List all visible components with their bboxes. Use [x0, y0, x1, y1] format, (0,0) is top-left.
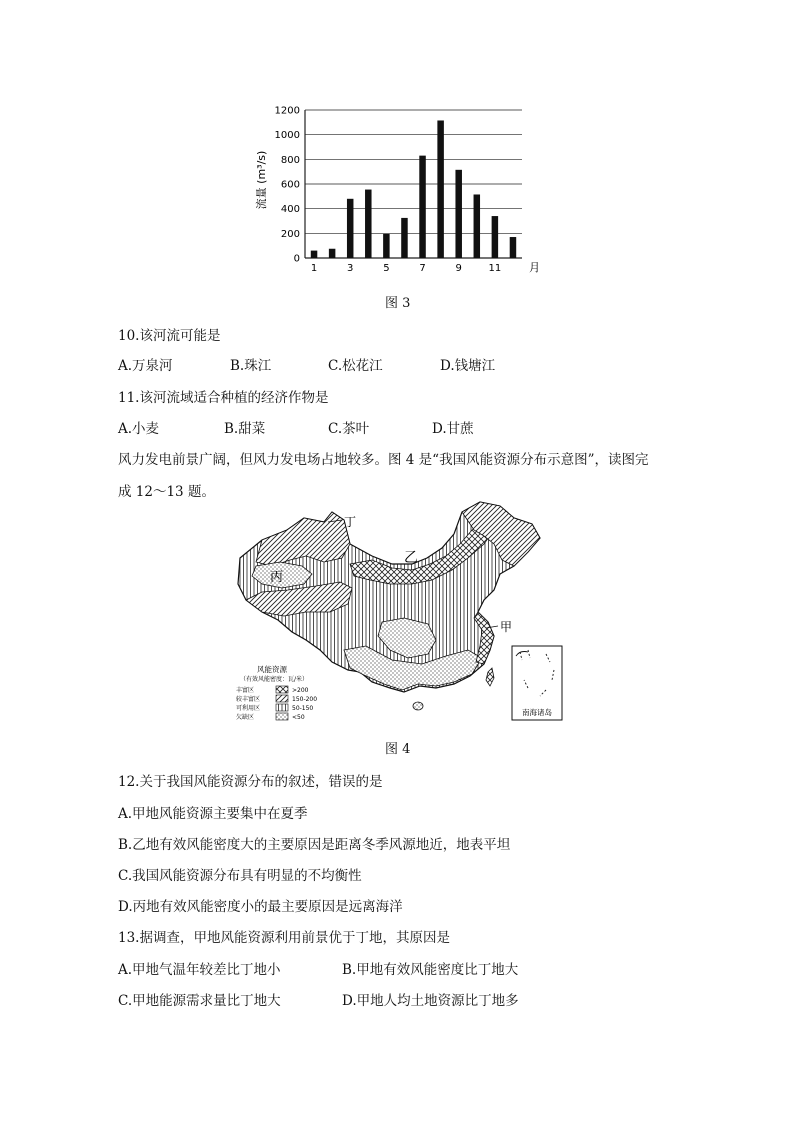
chart-bars — [311, 120, 516, 258]
legend-row-2-name: 较丰富区 — [236, 696, 261, 703]
q12-stem: 12.关于我国风能资源分布的叙述，错误的是 — [118, 774, 383, 790]
chart-x-unit: 月 — [529, 261, 540, 274]
chart-grid — [305, 110, 522, 258]
q11-stem: 11.该河流域适合种植的经济作物是 — [118, 390, 329, 406]
q10-stem: 10.该河流可能是 — [118, 328, 221, 344]
label-bing: 丙 — [270, 570, 284, 585]
chart-x-ticks — [311, 263, 501, 274]
q13-option-a: A.甲地气温年较差比丁地小 — [118, 962, 281, 978]
bar-month-6 — [401, 218, 408, 258]
q12-option-a: A.甲地风能资源主要集中在夏季 — [118, 806, 308, 822]
wind-energy-map-svg — [232, 500, 564, 725]
legend-row-4-swatch — [276, 713, 288, 720]
q13-option-d: D.甲地人均土地资源比丁地多 — [342, 993, 519, 1009]
q13-option-b: B.甲地有效风能密度比丁地大 — [342, 962, 519, 978]
map-legend — [236, 664, 317, 721]
y-tick-label-200: 200 — [280, 228, 300, 240]
bar-month-10 — [474, 194, 481, 258]
chart-y-ticks — [275, 106, 300, 265]
q11-option-a: A.小麦 — [118, 421, 160, 437]
y-tick-label-1000: 1000 — [274, 130, 300, 142]
legend-row-1-swatch — [276, 686, 288, 693]
bar-month-9 — [455, 170, 462, 258]
bar-month-1 — [311, 251, 318, 258]
island-hainan — [413, 702, 423, 710]
island-taiwan — [486, 668, 494, 686]
q12-option-d: D.丙地有效风能密度小的最主要原因是远离海洋 — [118, 899, 403, 915]
q13-stem: 13.据调查，甲地风能资源利用前景优于丁地，其原因是 — [118, 930, 450, 946]
y-tick-label-800: 800 — [280, 154, 300, 166]
inset-label: 南海诸岛 — [522, 708, 552, 717]
figure-3-caption: 图 3 — [385, 296, 411, 311]
discharge-chart-svg — [250, 100, 550, 285]
x-tick-label-7: 7 — [419, 263, 426, 274]
bar-month-5 — [383, 234, 390, 258]
wind-energy-map — [232, 500, 564, 725]
legend-row-3-value: 50-150 — [292, 705, 314, 712]
legend-row-3-name: 可利用区 — [236, 705, 261, 712]
legend-row-4-value: <50 — [292, 714, 305, 721]
x-tick-label-9: 9 — [455, 263, 462, 274]
y-tick-label-600: 600 — [280, 179, 300, 191]
q10-option-b: B.珠江 — [230, 358, 272, 374]
q12-option-c: C.我国风能资源分布具有明显的不均衡性 — [118, 868, 362, 884]
legend-row-2-value: 150-200 — [292, 696, 318, 703]
label-yi: 乙 — [404, 550, 418, 566]
y-tick-label-0: 0 — [293, 253, 300, 265]
q10-option-c: C.松花江 — [328, 358, 383, 374]
bar-month-4 — [365, 190, 372, 258]
q11-option-b: B.甜菜 — [224, 421, 266, 437]
bar-month-8 — [437, 120, 444, 258]
intro-line-2: 成 12～13 题。 — [118, 484, 215, 500]
q12-option-b: B.乙地有效风能密度大的主要原因是距离冬季风源地近，地表平坦 — [118, 837, 511, 853]
bar-month-3 — [347, 199, 354, 258]
legend-row-3-swatch — [276, 704, 288, 711]
x-tick-label-11: 11 — [488, 263, 502, 274]
chart-y-label: 流量 (m³/s) — [255, 150, 268, 210]
q11-option-c: C.茶叶 — [328, 421, 370, 437]
label-ding: 丁 — [344, 515, 357, 529]
legend-row-2-swatch — [276, 695, 288, 702]
q10-option-a: A.万泉河 — [118, 358, 173, 374]
legend-row-1-name: 丰富区 — [236, 687, 255, 694]
bar-month-2 — [329, 249, 336, 258]
bar-month-7 — [419, 156, 426, 258]
figure-4-caption: 图 4 — [385, 742, 411, 757]
label-jia: 甲 — [500, 620, 513, 634]
bar-month-12 — [510, 237, 517, 258]
q10-option-d: D.钱塘江 — [440, 358, 496, 374]
y-tick-label-400: 400 — [280, 204, 300, 216]
discharge-chart — [250, 100, 550, 285]
q11-option-d: D.甘蔗 — [432, 421, 474, 437]
x-tick-label-5: 5 — [383, 263, 390, 274]
legend-title: 风能资源 — [257, 665, 287, 674]
y-tick-label-1200: 1200 — [274, 105, 300, 117]
legend-row-1-value: >200 — [292, 687, 309, 694]
intro-line-1: 风力发电前景广阔，但风力发电场占地较多。图 4 是“我国风能资源分布示意图”，读图完 — [118, 452, 649, 468]
q13-option-c: C.甲地能源需求量比丁地大 — [118, 993, 281, 1009]
legend-row-4-name: 欠缺区 — [236, 714, 255, 721]
x-tick-label-3: 3 — [347, 263, 354, 274]
bar-month-11 — [492, 216, 499, 258]
inset-south-china-sea — [512, 646, 562, 720]
x-tick-label-1: 1 — [310, 263, 318, 274]
legend-subtitle: （有效风能密度：瓦/米） — [239, 676, 309, 683]
